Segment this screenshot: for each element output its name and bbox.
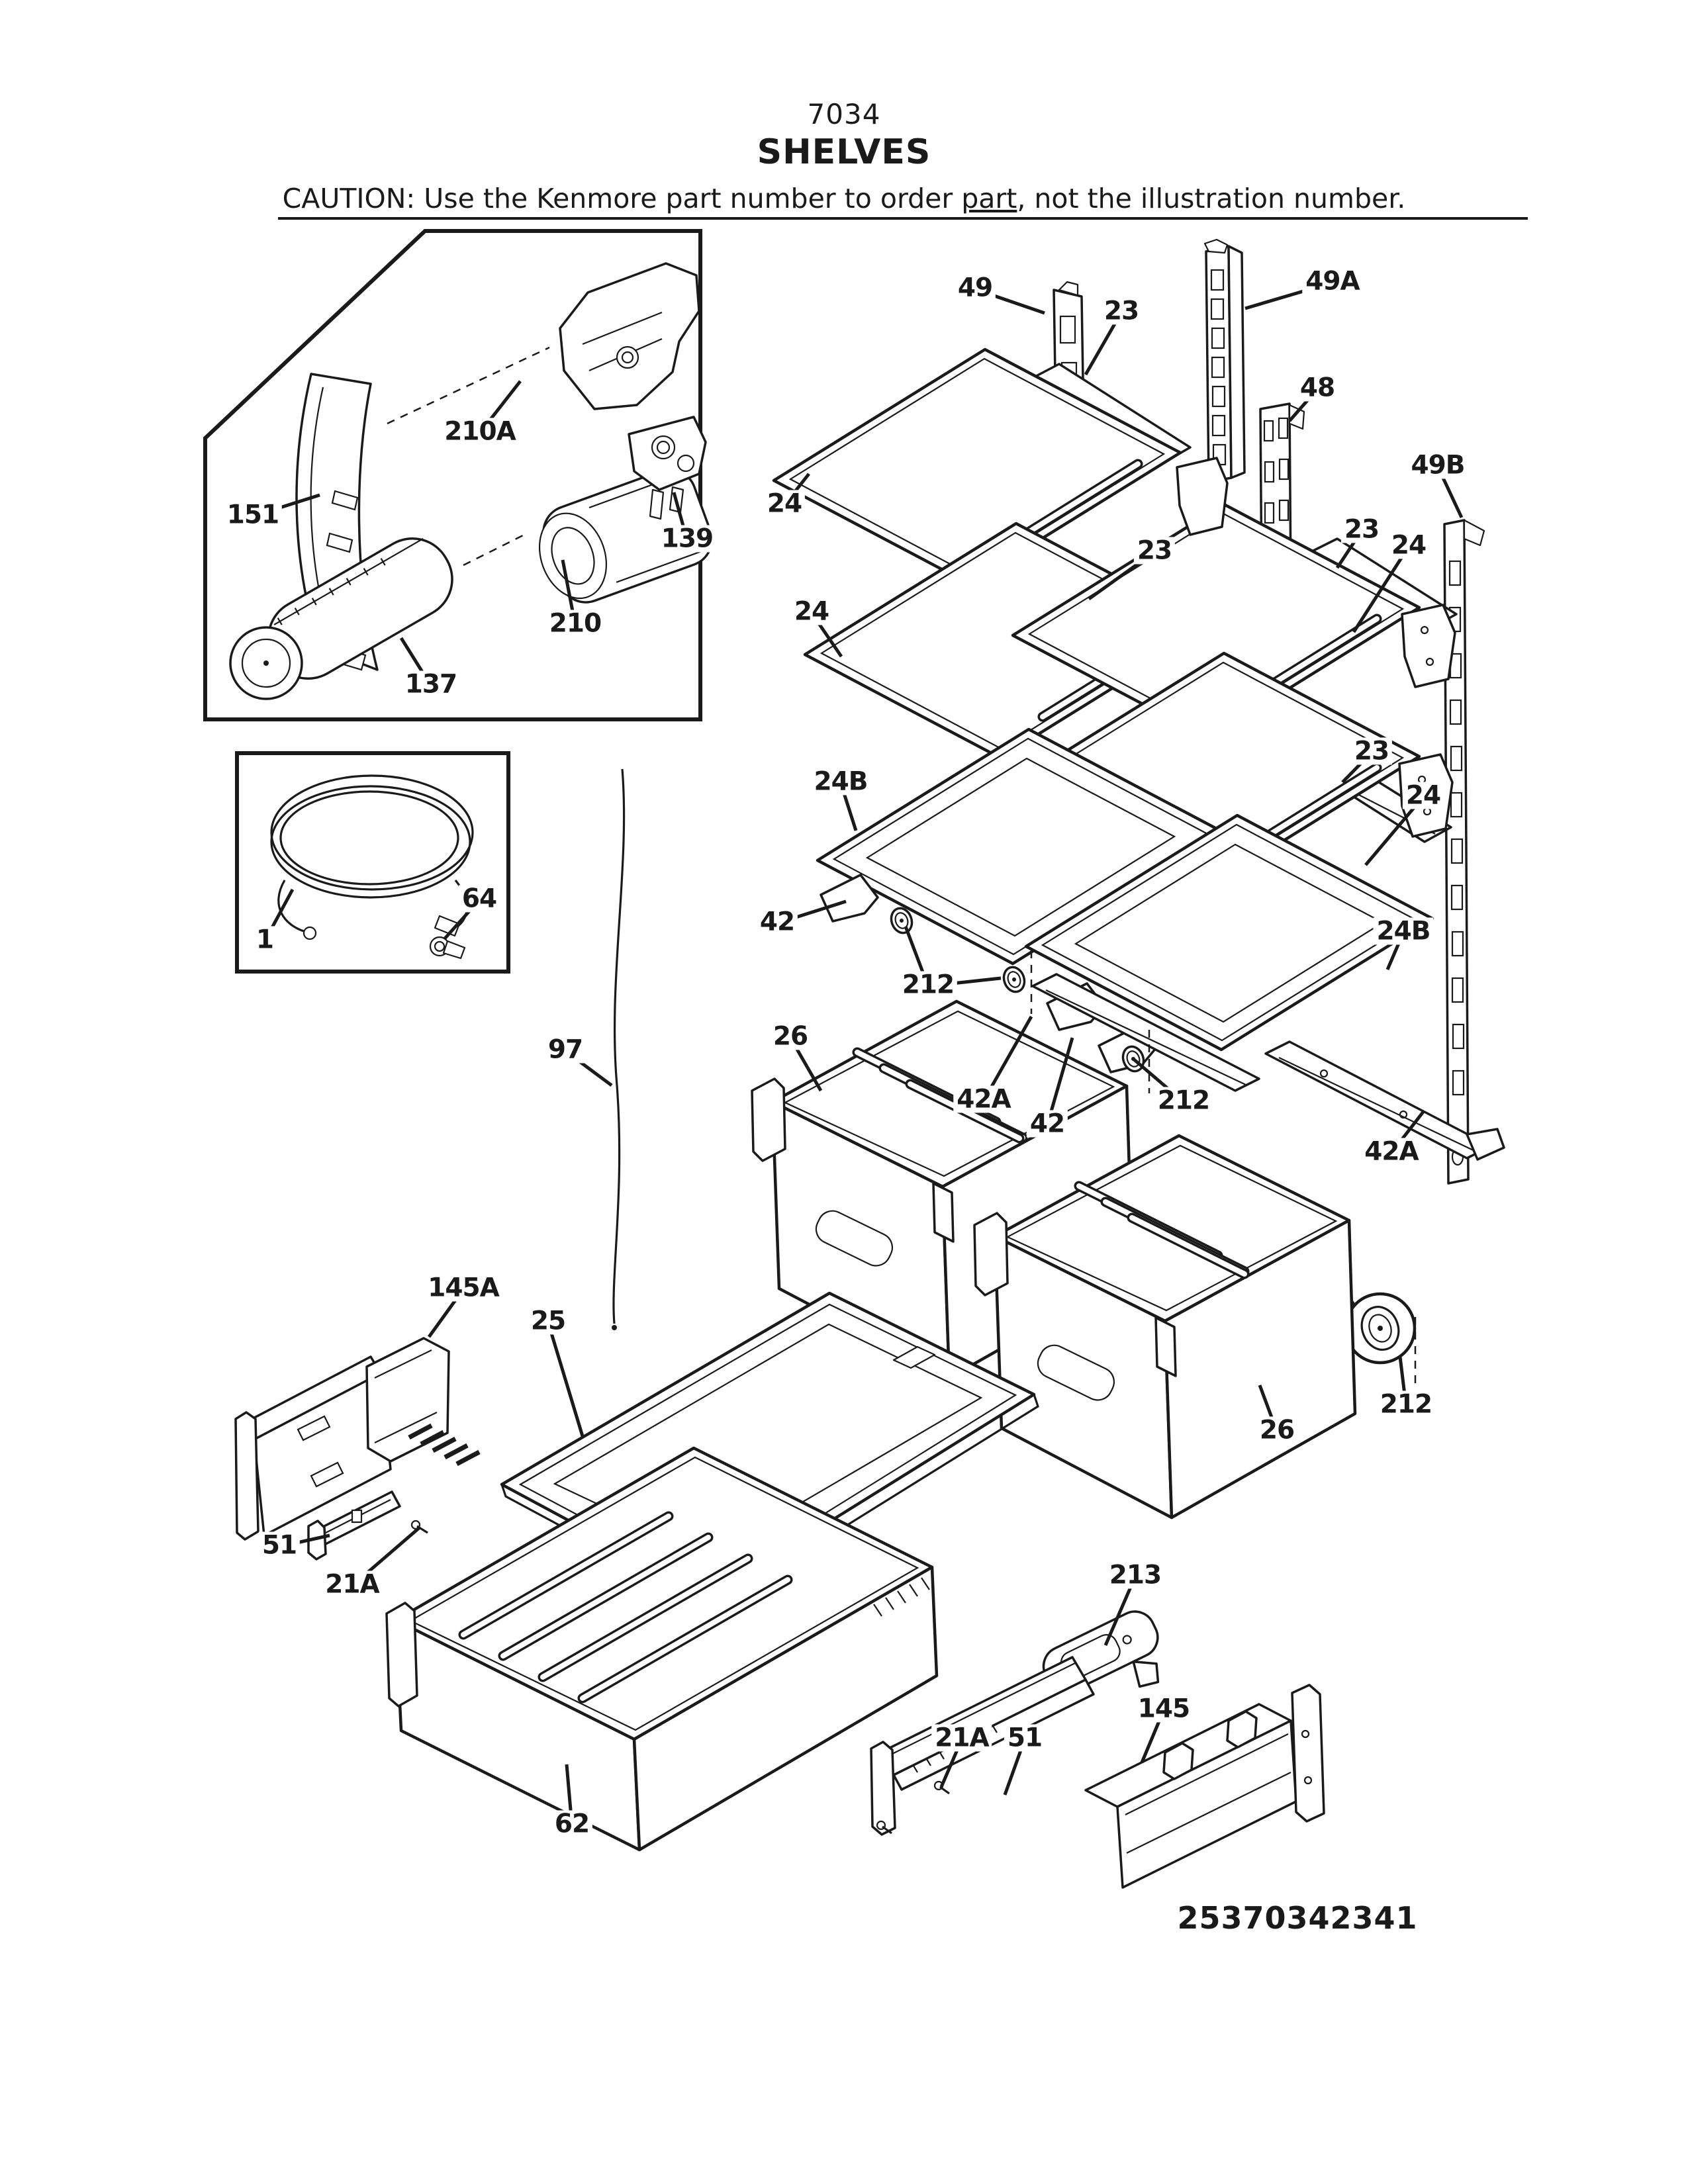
water-line-97 bbox=[614, 769, 624, 1324]
part-label-64: 64 bbox=[459, 885, 500, 912]
lower-tray-62 bbox=[387, 1448, 937, 1850]
caution-suffix: , not the illustration number. bbox=[1017, 183, 1406, 214]
part-label-24: 24 bbox=[1388, 531, 1429, 559]
part-label-51: 51 bbox=[1004, 1724, 1045, 1751]
leader-line bbox=[548, 1322, 583, 1436]
part-label-137: 137 bbox=[402, 670, 460, 698]
part-label-1: 1 bbox=[253, 926, 277, 953]
part-label-97: 97 bbox=[545, 1036, 586, 1063]
part-label-48: 48 bbox=[1297, 374, 1338, 401]
part-label-51: 51 bbox=[259, 1531, 300, 1559]
bottom-rail-assembly bbox=[871, 1657, 1324, 1888]
part-label-49: 49 bbox=[955, 274, 996, 301]
part-label-145A: 145A bbox=[424, 1274, 502, 1301]
part-label-42: 42 bbox=[757, 908, 798, 935]
bracket-assembly-145A bbox=[236, 1338, 479, 1559]
caution-prefix: CAUTION: Use the Kenmore part number to order bbox=[282, 183, 962, 214]
inset-box-filter-housing bbox=[205, 231, 720, 719]
part-label-21A: 21A bbox=[322, 1570, 382, 1598]
part-label-24: 24 bbox=[791, 598, 832, 625]
part-label-26: 26 bbox=[770, 1023, 811, 1050]
part-label-26: 26 bbox=[1256, 1416, 1297, 1443]
part-label-42A: 42A bbox=[953, 1085, 1013, 1113]
part-label-213: 213 bbox=[1106, 1561, 1164, 1588]
part-label-49B: 49B bbox=[1408, 451, 1468, 478]
caution-underlined-word: part bbox=[961, 183, 1017, 214]
part-label-23: 23 bbox=[1351, 737, 1392, 764]
part-label-62: 62 bbox=[551, 1810, 592, 1837]
part-label-24B: 24B bbox=[811, 768, 871, 795]
part-label-24: 24 bbox=[1403, 782, 1444, 809]
part-label-24B: 24B bbox=[1374, 917, 1434, 944]
part-label-210A: 210A bbox=[441, 418, 519, 445]
part-label-151: 151 bbox=[224, 501, 282, 528]
part-label-210: 210 bbox=[546, 610, 604, 637]
part-label-212: 212 bbox=[1154, 1087, 1213, 1114]
part-label-212: 212 bbox=[899, 971, 957, 998]
part-label-42A: 42A bbox=[1361, 1138, 1421, 1165]
part-label-139: 139 bbox=[658, 525, 716, 552]
inset-box-water-tube bbox=[237, 753, 508, 972]
part-label-23: 23 bbox=[1101, 297, 1142, 324]
page-title: SHELVES bbox=[757, 132, 931, 172]
part-label-21A: 21A bbox=[931, 1724, 992, 1751]
part-label-42: 42 bbox=[1027, 1110, 1068, 1137]
part-label-25: 25 bbox=[528, 1307, 569, 1334]
part-label-212: 212 bbox=[1377, 1390, 1435, 1418]
rail-49A bbox=[1205, 240, 1244, 482]
part-label-145: 145 bbox=[1135, 1695, 1193, 1722]
part-label-49A: 49A bbox=[1302, 267, 1362, 295]
part-label-24: 24 bbox=[764, 490, 805, 517]
part-label-23: 23 bbox=[1341, 516, 1382, 543]
part-label-23: 23 bbox=[1134, 537, 1175, 564]
doc-number: 7034 bbox=[807, 98, 881, 130]
catalog-number: 25370342341 bbox=[1177, 1900, 1418, 1936]
